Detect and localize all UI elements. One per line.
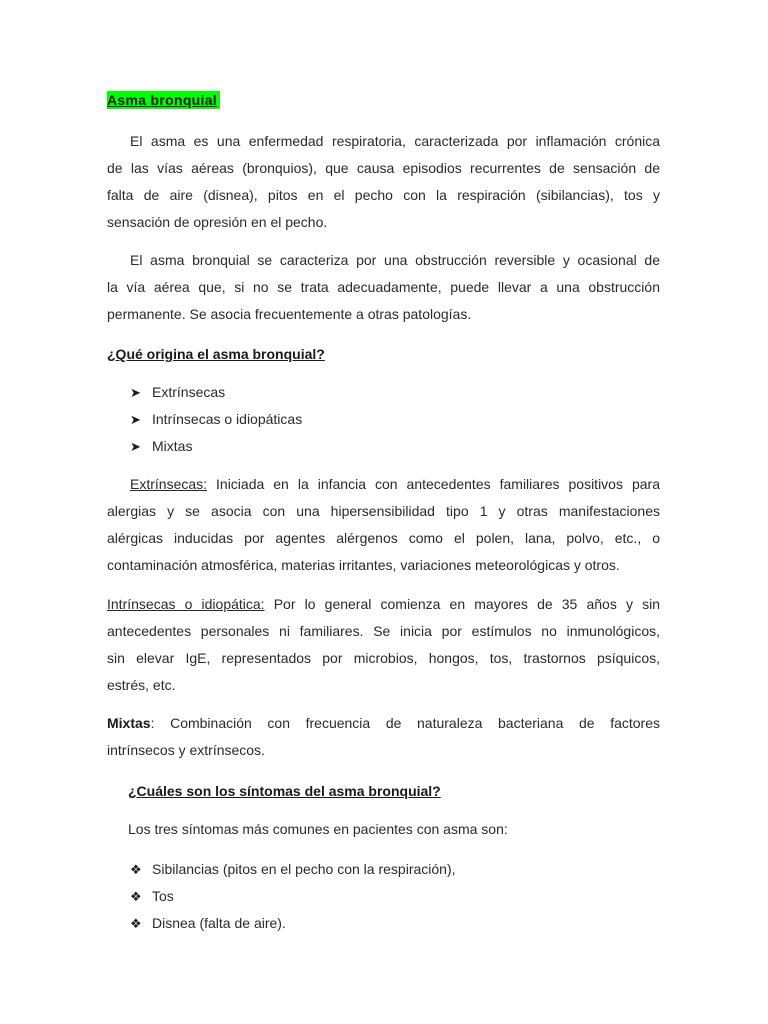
intrinsecas-label: Intrínsecas o idiopática:	[107, 596, 265, 612]
arrowhead-bullet-icon: ➤	[130, 385, 141, 400]
text-line: de las vías aéreas (bronquios), que causa episodios recurrentes de sensación de	[107, 160, 660, 176]
section-heading-causes: ¿Qué origina el asma bronquial?	[107, 346, 325, 362]
text-line: contaminación atmosférica, materias irritantes, variaciones meteorológicas y otros.	[107, 557, 620, 573]
arrowhead-bullet-icon: ➤	[130, 412, 141, 427]
list-item	[130, 433, 302, 460]
extrinsecas-paragraph	[107, 471, 660, 579]
list-item-label: Disnea (falta de aire).	[152, 915, 286, 931]
text-line: la vía aérea que, si no se trata adecuadamente, puede llevar a una obstrucción	[107, 279, 660, 295]
diamond-bullet-icon: ❖	[130, 889, 142, 904]
causes-list	[130, 379, 302, 460]
text-line: permanente. Se asocia frecuentemente a otras patologías.	[107, 306, 472, 322]
symptoms-list	[130, 856, 456, 937]
text-line: El asma bronquial se caracteriza por una obstrucción reversible y ocasional de	[130, 252, 660, 268]
list-item-label: Mixtas	[152, 438, 193, 454]
text-line	[107, 591, 660, 618]
text-line: sin elevar IgE, representados por microbios, hongos, tos, trastornos psíquicos,	[107, 650, 660, 666]
list-item	[130, 406, 302, 433]
extrinsecas-label: Extrínsecas:	[130, 476, 208, 492]
list-item-label: Extrínsecas	[152, 384, 226, 400]
mixtas-label: Mixtas	[107, 715, 151, 731]
document-title: Asma bronquial	[107, 91, 220, 109]
arrowhead-bullet-icon: ➤	[130, 439, 141, 454]
text-line: alergias y se asocia con una hipersensibilidad tipo 1 y otras manifestaciones	[107, 503, 660, 519]
text-line	[107, 471, 660, 498]
text-line: falta de aire (disnea), pitos en el pecho con la respiración (sibilancias), tos y	[107, 187, 660, 203]
diamond-bullet-icon: ❖	[130, 916, 142, 931]
text-span: Iniciada en la infancia con antecedentes familiares positivos para	[207, 476, 660, 492]
text-line: antecedentes personales ni familiares. Se inicia por estímulos no inmunológicos,	[107, 623, 660, 639]
text-span: Por lo general comienza en mayores de 35 años y sin	[264, 596, 660, 612]
list-item	[130, 856, 456, 883]
text-line: alérgicas inducidas por agentes alérgenos como el polen, lana, polvo, etc., o	[107, 530, 660, 546]
text-line: El asma es una enfermedad respiratoria, caracterizada por inflamación crónica	[130, 133, 660, 149]
list-item-label: Sibilancias (pitos en el pecho con la respiración),	[152, 861, 456, 877]
text-line: estrés, etc.	[107, 677, 176, 693]
text-span: : Combinación con frecuencia de naturaleza bacteriana de factores	[150, 715, 660, 731]
diamond-bullet-icon: ❖	[130, 862, 142, 877]
intro-paragraph-1	[107, 128, 660, 236]
list-item	[130, 910, 456, 937]
list-item-label: Intrínsecas o idiopáticas	[152, 411, 303, 427]
list-item	[130, 883, 456, 910]
list-item	[130, 379, 302, 406]
text-line: Los tres síntomas más comunes en pacientes con asma son:	[128, 821, 508, 837]
text-line: sensación de opresión en el pecho.	[107, 214, 328, 230]
text-line	[107, 710, 660, 737]
intrinsecas-paragraph	[107, 591, 660, 699]
list-item-label: Tos	[152, 888, 174, 904]
symptoms-intro	[128, 816, 660, 843]
intro-paragraph-2	[107, 247, 660, 328]
section-heading-symptoms: ¿Cuáles son los síntomas del asma bronquial?	[128, 783, 441, 799]
text-line: intrínsecos y extrínsecos.	[107, 742, 265, 758]
mixtas-paragraph	[107, 710, 660, 764]
